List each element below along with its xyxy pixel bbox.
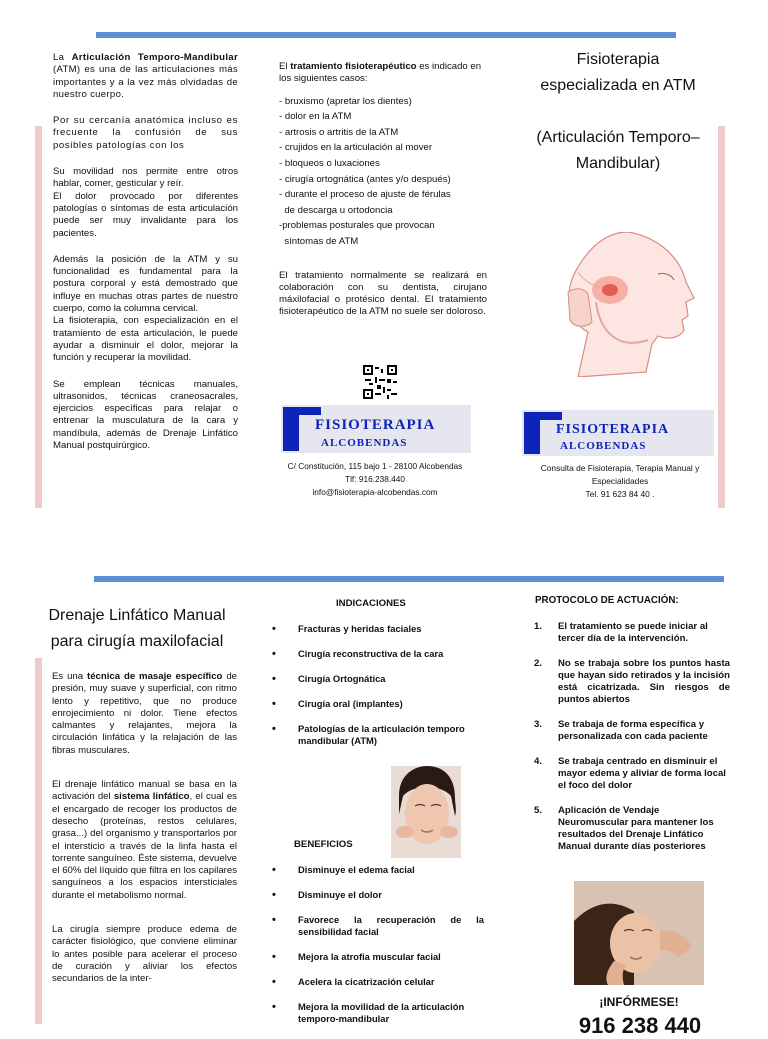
clinic-info-cover <box>522 462 718 501</box>
treatment-column <box>279 61 487 319</box>
bullet-icon: • <box>272 673 276 685</box>
protocol-step: 4. Se trabaja centrado en disminuir el mayor edema y aliviar de forma local el foco del dolor <box>534 756 726 791</box>
middle-divider <box>94 576 724 582</box>
case-item: - artrosis o artritis de la ATM <box>279 126 399 138</box>
bullet-icon: • <box>272 1001 276 1013</box>
list-item: • Mejora la atrofia muscular facial <box>272 951 441 963</box>
drainage-title-line-1: Drenaje Linfático Manual <box>48 607 226 624</box>
indications-list <box>272 623 484 760</box>
jaw-treatment-photo <box>574 881 704 985</box>
treatment-intro: El tratamiento fisioterapéutico es indicado en los siguientes casos: <box>279 61 482 85</box>
logo-mark-bar <box>540 412 562 420</box>
protocol-steps <box>534 621 730 866</box>
list-item: • Cirugía oral (implantes) <box>272 698 403 710</box>
benefits-title: BENEFICIOS <box>294 839 353 850</box>
brochure-title <box>512 47 724 99</box>
list-item: • Acelera la cicatrización celular <box>272 976 435 988</box>
logo-text-2: ALCOBENDAS <box>560 440 647 452</box>
list-item: • Fracturas y heridas faciales <box>272 623 422 635</box>
case-item: - bruxismo (apretar los dientes) <box>279 95 412 107</box>
logo-text-1: FISIOTERAPIA <box>315 417 436 433</box>
protocol-title: PROTOCOLO DE ACTUACIÓN: <box>535 595 679 606</box>
jaw-pain-illustration <box>548 232 698 377</box>
clinic-logo-cover <box>522 410 714 456</box>
side-bar-left-2 <box>35 658 42 1024</box>
clinic-contact <box>270 460 480 499</box>
protocol-step: 3. Se trabaja de forma específica y personalizada con cada paciente <box>534 719 708 742</box>
case-item: síntomas de ATM <box>279 235 359 247</box>
bullet-icon: • <box>272 914 276 926</box>
protocol-step: 1. El tratamiento se puede iniciar al tercer día de la intervención. <box>534 621 708 644</box>
list-item: • Patologías de la articulación temporo mandibular (ATM) <box>272 723 465 746</box>
contact-phone-large: 916 238 440 <box>578 1013 702 1038</box>
atm-physio-text: La fisioterapia, con especialización en el tratamiento de esta articulación, le puede ayudar a disminuir el dolor, mejorar la función y recuperar la movilidad. <box>53 315 238 364</box>
case-item: - bloqueos o luxaciones <box>279 157 380 169</box>
atm-intro-column <box>53 52 238 452</box>
title-line-1: Fisioterapia <box>576 51 660 68</box>
list-item: • Cirugía Ortognática <box>272 673 386 685</box>
list-item: • Cirugía reconstructiva de la cara <box>272 648 444 660</box>
drainage-title-line-2: para cirugía maxilofacial <box>50 633 224 650</box>
subtitle-line-1: (Articulación Temporo– <box>536 129 700 146</box>
call-to-action: ¡INFÓRMESE! <box>599 995 679 1009</box>
info-line-2: Especialidades <box>591 476 649 486</box>
logo-mark-icon <box>283 407 299 451</box>
drainage-text-column <box>52 671 237 986</box>
drainage-title <box>34 603 240 655</box>
atm-techniques-text: Se emplean técnicas manuales, ultrasonidos, técnicas craneosacrales, ejercicios específicas para relajar o entrenar la musculatura de la cara y mandíbula, además de Drenaje Linfático Manual postquirúrgico. <box>53 378 238 452</box>
treatment-cases-list <box>279 94 487 250</box>
protocol-step: 5. Aplicación de Vendaje Neuromuscular para mantener los resultados del Drenaje Linfático Manual durante días posteriores <box>534 805 714 852</box>
lymphatic-system-text: El drenaje linfático manual se basa en la activación del sistema linfático, el cual es el encargado de recoger los productos de desecho (proteínas, restos celulares, grasa...) del organismo y transportarlos por el intersticio a través de la linfa hasta el torrente sanguíneo. Éste sistema, devuelve el 60% del líquido que filtra en los capilares sanguíneos a los espacios intersticiales durante el metabolismo normal. <box>52 779 237 901</box>
protocol-step: 2. No se trabaja sobre los puntos hasta que hayan sido retirados y la incisión está cicatrizada. Sin riesgos de puntos abiertos <box>534 658 730 705</box>
bullet-icon: • <box>272 648 276 660</box>
bullet-icon: • <box>272 951 276 963</box>
subtitle-line-2: Mandibular) <box>575 155 661 172</box>
bullet-icon: • <box>272 698 276 710</box>
qr-code-icon <box>363 365 397 399</box>
list-item: • Disminuye el dolor <box>272 889 382 901</box>
atm-pain-text: El dolor provocado por diferentes patologías o síntomas de esta articulación puede ser muy invalidante para los pacientes. <box>53 190 238 239</box>
bullet-icon: • <box>272 623 276 635</box>
case-item: - cirugía ortognática (antes y/o después) <box>279 173 451 185</box>
side-bar-left <box>35 126 42 508</box>
logo-text-2: ALCOBENDAS <box>321 437 408 449</box>
clinic-email: info@fisioterapia-alcobendas.com <box>312 487 438 497</box>
brochure-subtitle <box>512 125 724 177</box>
case-item: - crujidos en la articulación al mover <box>279 142 433 154</box>
atm-confusion-text: Por su cercanía anatómica incluso es frecuente la confusión de sus posibles patologías con los <box>53 115 238 151</box>
list-item: • Disminuye el edema facial <box>272 864 415 876</box>
surgery-edema-text: La cirugía siempre produce edema de carácter fisiológico, que conviene eliminar lo antes posible para acelerar el proceso de curación y aliviar los efectos secundarios de la inter- <box>52 924 237 985</box>
info-line-1: Consulta de Fisioterapia, Terapia Manual y <box>540 463 700 473</box>
benefits-list <box>272 864 484 1038</box>
bullet-icon: • <box>272 723 276 735</box>
atm-mobility-text: Su movilidad nos permite entre otros hablar, comer, gesticular y reír. <box>53 166 238 190</box>
list-item: • Favorece la recuperación de la sensibilidad facial <box>272 914 484 937</box>
drainage-definition: Es una técnica de masaje específico de presión, muy suave y superficial, con ritmo lento y repetitivo, que no produce enrojecimiento ni dolor. Tiene efectos calmantes y relajantes, mejora la circulación linfática y la relajación de las fibras musculares. <box>52 671 237 756</box>
case-item: - durante el proceso de ajuste de férulas <box>279 189 451 201</box>
atm-posture-text: Además la posición de la ATM y su funcionalidad es fundamental para la postura corporal y está demostrado que influye en muchas otras partes de nuestro cuerpo, como la columna cervical. <box>53 253 238 315</box>
clinic-phone: Tlf: 916.238.440 <box>345 474 405 484</box>
logo-mark-icon <box>524 412 540 454</box>
logo-text-1: FISIOTERAPIA <box>556 422 670 437</box>
logo-mark-bar <box>299 407 321 415</box>
facial-massage-photo <box>391 766 461 858</box>
case-item: de descarga u ortodoncia <box>279 204 393 216</box>
case-item: -problemas posturales que provocan <box>279 220 435 232</box>
clinic-logo <box>281 405 471 453</box>
side-bar-right <box>718 126 725 508</box>
title-line-2: especializada en ATM <box>540 77 696 94</box>
atm-definition: La Articulación Temporo-Mandibular (ATM) es una de las articulaciones más importantes y a la vez más olvidadas de nuestro cuerpo. <box>53 52 238 100</box>
clinic-address: C/ Constitución, 115 bajo 1 - 28100 Alcobendas <box>287 461 463 471</box>
bullet-icon: • <box>272 864 276 876</box>
treatment-collaboration-text: El tratamiento normalmente se realizará en colaboración con su dentista, cirujano máxilofacial o protésico dental. El tratamiento fisioterapéutico de la ATM no suele ser doloroso. <box>279 269 487 318</box>
case-item: - dolor en la ATM <box>279 111 352 123</box>
info-line-3: Tel. 91 623 84 40 . <box>585 489 655 499</box>
top-divider <box>96 32 676 38</box>
bullet-icon: • <box>272 976 276 988</box>
list-item: • Mejora la movilidad de la articulación temporo-mandibular <box>272 1001 465 1024</box>
bullet-icon: • <box>272 889 276 901</box>
indications-title: INDICACIONES <box>336 598 406 609</box>
